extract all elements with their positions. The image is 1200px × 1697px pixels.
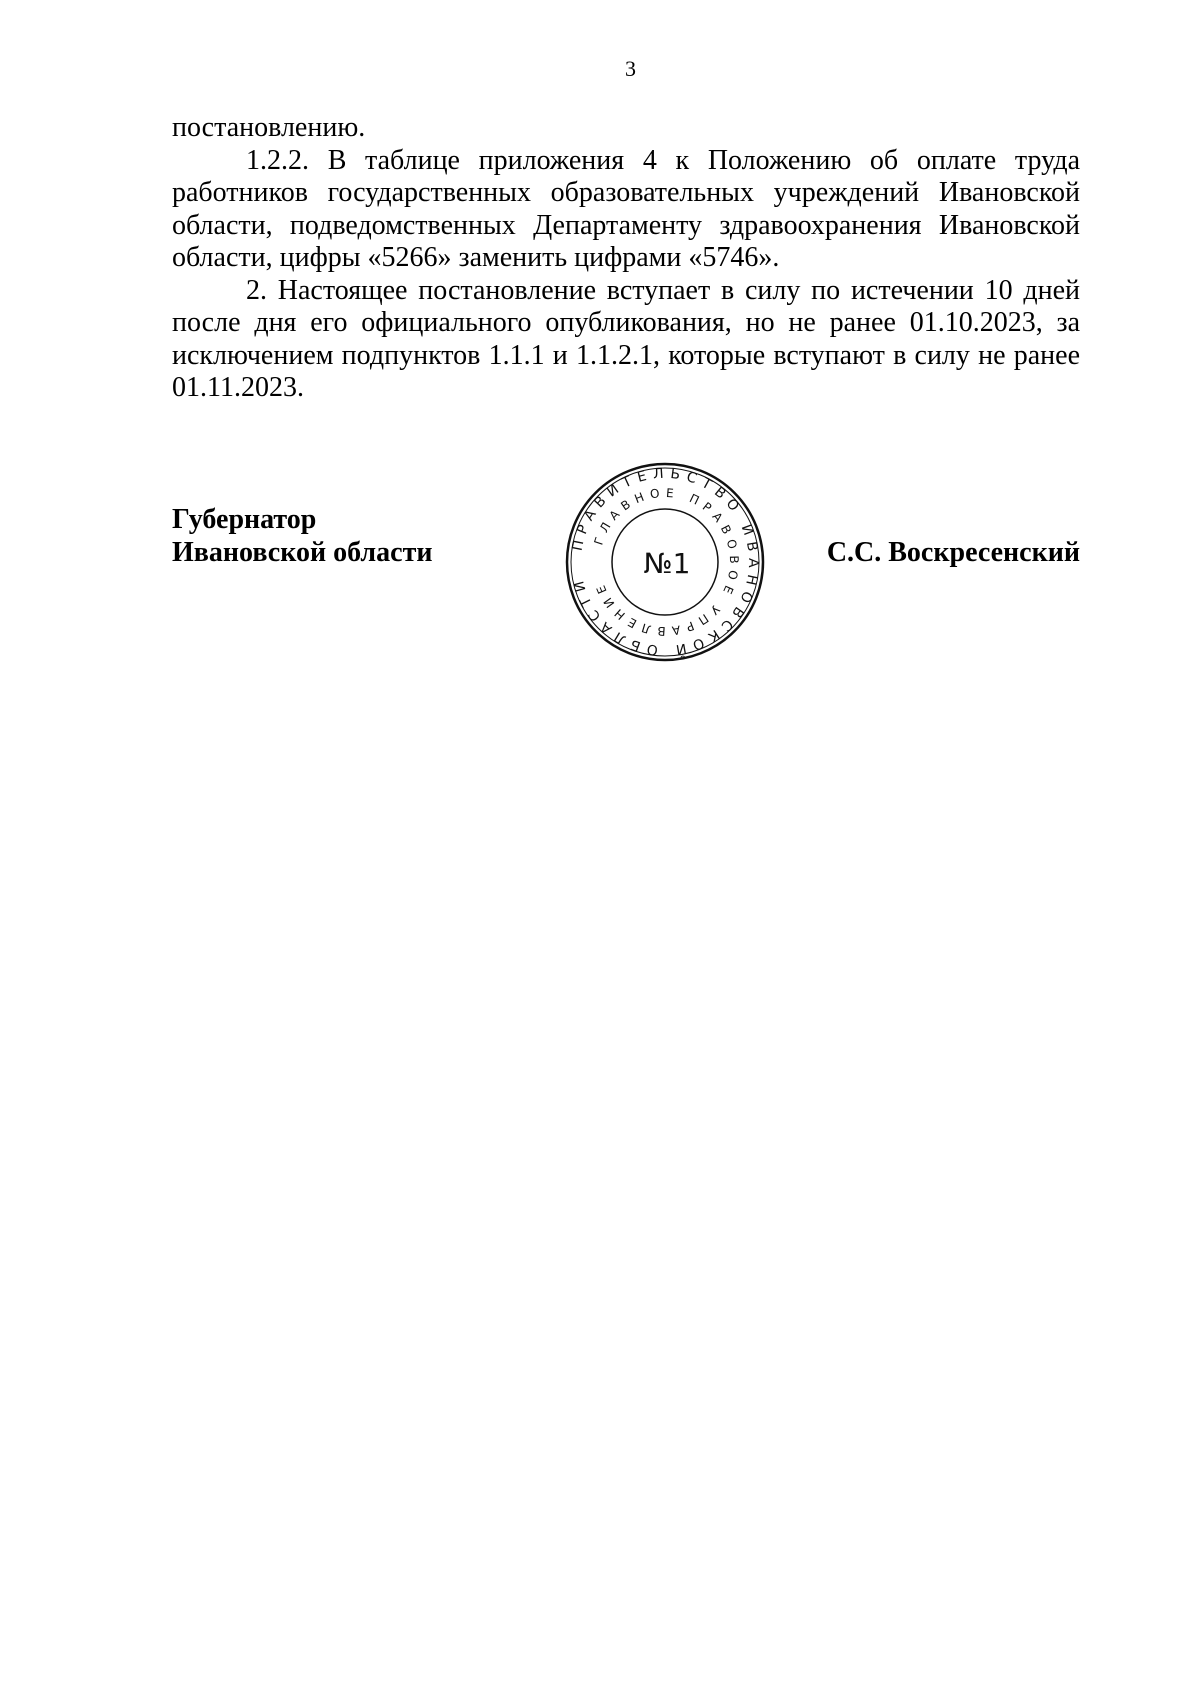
signatory-title-line-2: Ивановской области	[172, 537, 433, 568]
official-seal	[555, 452, 775, 672]
paragraph-continuation: постановлению.	[172, 112, 366, 143]
seal-outer-text: ПРАВИТЕЛЬСТВО ИВАНОВСКОЙ ОБЛАСТИ	[569, 465, 762, 659]
body-text	[172, 112, 1080, 405]
paragraph-1-2-2: 1.2.2. В таблице приложения 4 к Положению об оплате труда работников государственных образовательных учреждений Ивановской области, подведомственных Департаменту здравоохранения Ивановской области, цифры «5266» заменить цифрами «5746».	[172, 144, 1080, 273]
signatory-title-line-1: Губернатор	[172, 504, 317, 535]
seal-inner-text: ГЛАВНОЕ ПРАВОВОЕ УПРАВЛЕНИЕ	[591, 485, 742, 639]
signatory-title	[172, 503, 432, 569]
page-number: 3	[625, 56, 636, 81]
seal-center-number: №1	[643, 547, 691, 580]
signatory-name: С.С. Воскресенский	[826, 537, 1080, 568]
paragraph-2: 2. Настоящее постановление вступает в силу по истечении 10 дней после дня его официального опубликования, но не ранее 01.10.2023, за исключением подпунктов 1.1.1 и 1.1.2.1, которые вступают в силу не ранее 01.11.2023.	[172, 274, 1080, 403]
